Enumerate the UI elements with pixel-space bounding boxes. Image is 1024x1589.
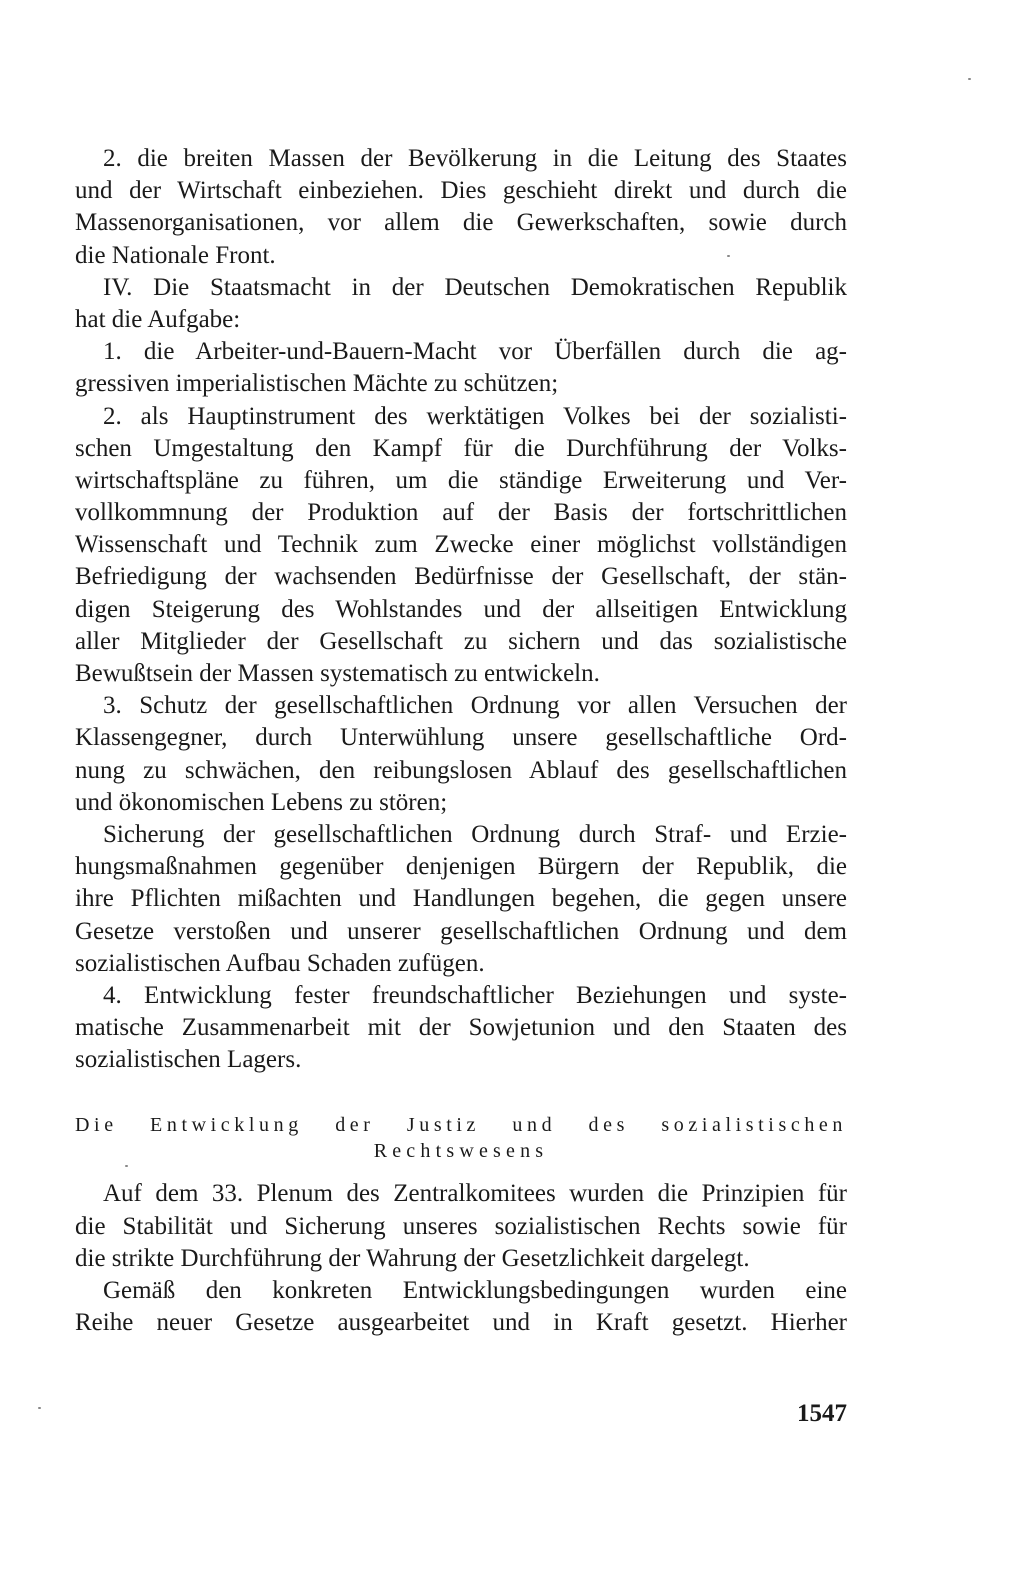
- text-line: Gemäß den konkreten Entwicklungsbedingungen wurden eine: [103, 1277, 847, 1304]
- text-line: hungsmaßnahmen gegenüber denjenigen Bürgern der Republik, die: [75, 853, 847, 881]
- text-line: Wissenschaft und Technik zum Zwecke einer möglichst vollständigen: [75, 531, 847, 559]
- text-line: 2. als Hauptinstrument des werktätigen Volkes bei der sozialisti-: [103, 402, 847, 430]
- text-line: aller Mitglieder der Gesellschaft zu sichern und das sozialistische: [75, 627, 847, 655]
- text-line: vollkommnung der Produktion auf der Basis der fortschrittlichen: [75, 499, 847, 527]
- text-line: Sicherung der gesellschaftlichen Ordnung durch Straf- und Erzie-: [103, 820, 847, 848]
- text-line: Gesetze verstoßen und unserer gesellschaftlichen Ordnung und dem: [75, 917, 847, 945]
- text-line: digen Steigerung des Wohlstandes und der allseitigen Entwicklung: [75, 595, 847, 623]
- text-line: sozialistischen Lagers.: [75, 1046, 302, 1074]
- text-line: matische Zusammenarbeit mit der Sowjetunion und den Staaten des: [75, 1014, 847, 1042]
- page-text-block: [75, 143, 847, 1339]
- text-line: die Stabilität und Sicherung unseres sozialistischen Rechts sowie für: [75, 1212, 847, 1240]
- print-speck: [125, 1165, 128, 1167]
- text-line: IV. Die Staatsmacht in der Deutschen Demokratischen Republik: [103, 273, 847, 301]
- text-line: 2. die breiten Massen der Bevölkerung in die Leitung des Staates: [103, 145, 847, 172]
- text-line: sozialistischen Aufbau Schaden zufügen.: [75, 949, 485, 977]
- print-speck: [968, 78, 971, 80]
- text-line: und ökonomischen Lebens zu stören;: [75, 788, 448, 816]
- text-line: wirtschaftspläne zu führen, um die ständige Erweiterung und Ver-: [75, 466, 847, 494]
- section-heading-line-2: Rechtswesens: [373, 1140, 549, 1163]
- text-line: ihre Pflichten mißachten und Handlungen begehen, die gegen unsere: [75, 885, 847, 913]
- text-line: Auf dem 33. Plenum des Zentralkomitees wurden die Prinzipien für: [103, 1180, 847, 1208]
- text-line: die Nationale Front.: [75, 241, 276, 269]
- text-line: schen Umgestaltung den Kampf für die Durchführung der Volks-: [75, 434, 847, 462]
- text-line: hat die Aufgabe:: [75, 305, 241, 333]
- body-text-top: [75, 143, 847, 1076]
- text-line: 3. Schutz der gesellschaftlichen Ordnung vor allen Versuchen der: [103, 692, 847, 720]
- text-line: Befriedigung der wachsenden Bedürfnisse der Gesellschaft, der stän-: [75, 563, 847, 591]
- text-line: nung zu schwächen, den reibungslosen Ablauf des gesellschaftlichen: [75, 756, 847, 784]
- section-heading-line-1: Die Entwicklung der Justiz und des sozialistischen: [75, 1114, 847, 1137]
- section-gap: [75, 1076, 847, 1112]
- text-line: gressiven imperialistischen Mächte zu schützen;: [75, 370, 559, 398]
- text-line: die strikte Durchführung der Wahrung der Gesetzlichkeit dargelegt.: [75, 1244, 750, 1272]
- print-speck: [38, 1407, 41, 1409]
- text-line: Bewußtsein der Massen systematisch zu entwickeln.: [75, 660, 600, 687]
- text-line: 4. Entwicklung fester freundschaftlicher Beziehungen und syste-: [103, 981, 847, 1009]
- body-text-bottom: [75, 1178, 847, 1339]
- text-line: Klassengegner, durch Unterwühlung unsere gesellschaftliche Ord-: [75, 724, 847, 752]
- text-line: Massenorganisationen, vor allem die Gewerkschaften, sowie durch: [75, 209, 847, 237]
- page-number: 1547: [797, 1400, 847, 1427]
- print-speck: [727, 255, 730, 257]
- text-line: Reihe neuer Gesetze ausgearbeitet und in Kraft gesetzt. Hierher: [75, 1309, 847, 1337]
- text-line: 1. die Arbeiter-und-Bauern-Macht vor Überfällen durch die ag-: [103, 338, 847, 366]
- text-line: und der Wirtschaft einbeziehen. Dies geschieht direkt und durch die: [75, 177, 847, 205]
- heading-spacer: [75, 1164, 847, 1178]
